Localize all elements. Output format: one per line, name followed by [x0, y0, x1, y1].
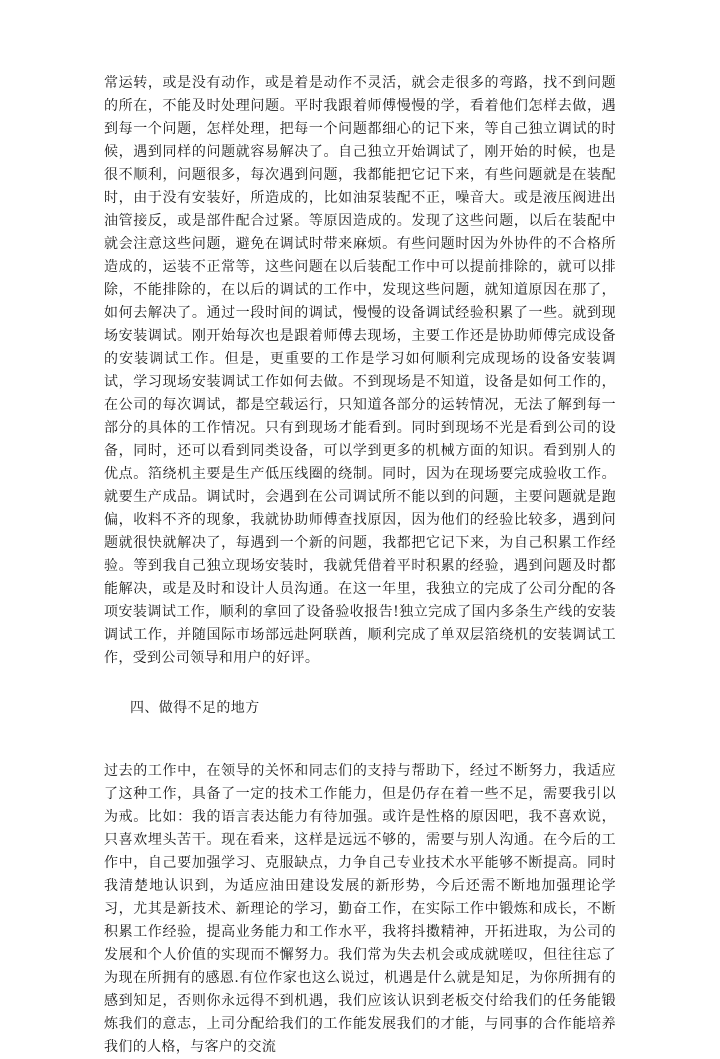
body-paragraph-1: 常运转，或是没有动作，或是着是动作不灵活，就会走很多的弯路，找不到问题的所在，不能及时处理问题。平时我跟着师傅慢慢的学，看着他们怎样去做，遇到每一个问题，怎样处理，把每一个问题都细心的记下来，等自己独立调试的时候，遇到同样的问题就容易解决了。自己独立开始调试了，刚开始的时候，也是很不顺利，问题很多，每次遇到问题，我都能把它记下来，有些问题就是在装配时，由于没有安装好，所造成的，比如油泵装配不正，噪音大。或是液压阀进出油管接反，或是部件配合过紧。等原因造成的。发现了这些问题，以后在装配中就会注意这些问题，避免在调试时带来麻烦。有些问题时因为外协件的不合格所造成的，运装不正常等，这些问题在以后装配工作中可以提前排除的，就可以排除，不能排除的，在以后的调试的工作中，发现这些问题，就知道原因在那了，如何去解决了。通过一段时间的调试，慢慢的设备调试经验积累了一些。就到现场安装调试。刚开始每次也是跟着师傅去现场，主要工作还是协助师傅完成设备的安装调试工作。但是，更重要的工作是学习如何顺利完成现场的设备安装调试，学习现场安装调试工作如何去做。不到现场是不知道，设备是如何工作的，在公司的每次调试，都是空载运行，只知道各部分的运转情况，无法了解到每一部分的具体的工作情况。只有到现场才能看到。同时到现场不光是看到公司的设备，同时，还可以看到同类设备，可以学到更多的机械方面的知识。看到别人的优点。箔绕机主要是生产低压线圈的绕制。同时，因为在现场要完成验收工作。就要生产成品。调试时，会遇到在公司调试所不能以到的问题，主要问题就是跑偏，收料不齐的现象，我就协助师傅查找原因，因为他们的经验比较多，遇到问题就很快就解决了，每遇到一个新的问题，我都把它记下来，为自己积累工作经验。等到我自己独立现场安装时，我就凭借着平时积累的经验，遇到问题及时都能解决，或是及时和设计人员沟通。在这一年里，我独立的完成了公司分配的各项安装调试工作，顺利的拿回了设备验收报告!独立完成了国内多条生产线的安装调试工作，并随国际市场部远赴阿联酋，顺利完成了单双层箔绕机的安装调试工作，受到公司领导和用户的好评。: [104, 75, 616, 666]
section-heading: 四、做得不足的地方: [130, 700, 260, 716]
body-paragraph-2: 过去的工作中，在领导的关怀和同志们的支持与帮助下，经过不断努力，我适应了这种工作，具备了一定的技术工作能力，但是仍存在着一些不足，需要我引以为戒。比如：我的语言表达能力有待加强。或许是性格的原因吧，我不喜欢说，只喜欢埋头苦干。现在看来，这样是远远不够的，需要与别人沟通。在今后的工作中，自己要加强学习、克服缺点，力争自己专业技术水平能够不断提高。同时我清楚地认识到，为适应油田建设发展的新形势，今后还需不断地加强理论学习，尤其是新技术、新理论的学习，勤奋工作，在实际工作中锻炼和成长，不断积累工作经验，提高业务能力和工作水平，我将抖擞精神，开拓进取，为公司的发展和个人价值的实现而不懈努力。我们常为失去机会或成就嗟叹，但往往忘了为现在所拥有的感恩.有位作家也这么说过，机遇是什么就是知足，为你所拥有的感到知足，否则你永远得不到机遇，我们应该认识到老板交付给我们的任务能锻炼我们的意志，上司分配给我们的工作能发展我们的才能，与同事的合作能培养我们的人格，与客户的交流: [104, 763, 616, 1055]
